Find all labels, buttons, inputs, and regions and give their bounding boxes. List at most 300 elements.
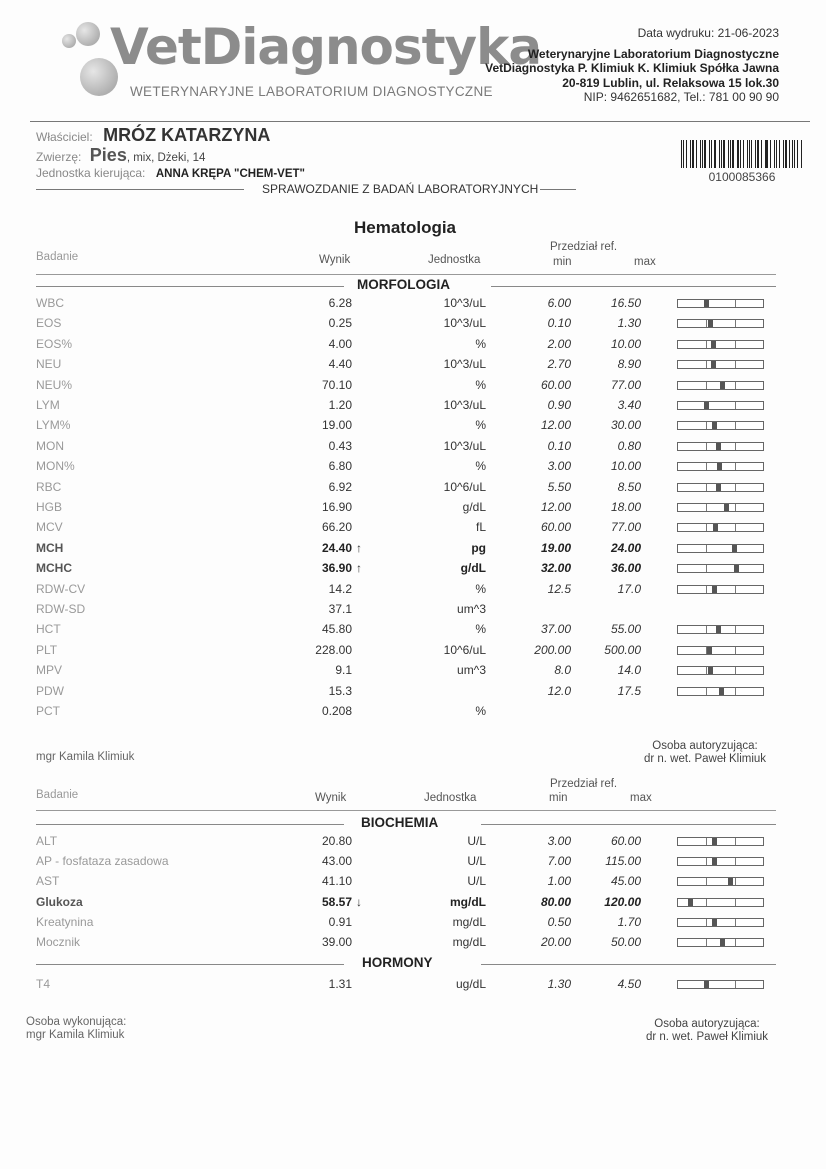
- ref-min: 0.50: [547, 914, 571, 929]
- barcode-bar: [692, 140, 694, 168]
- table-row: [36, 643, 776, 663]
- range-marker: [716, 626, 721, 633]
- table-row: [36, 895, 776, 915]
- unit: 10^6/uL: [443, 479, 486, 494]
- barcode-bar: [749, 140, 750, 168]
- ref-max: 500.00: [604, 642, 641, 657]
- range-marker: [711, 361, 716, 368]
- range-indicator: [677, 421, 764, 430]
- barcode-number: 0100085366: [708, 170, 776, 184]
- ref-min: 0.90: [547, 398, 571, 412]
- performer-name: mgr Kamila Klimiuk: [26, 1029, 125, 1041]
- barcode-bar: [721, 140, 722, 168]
- unit: 10^3/uL: [443, 438, 486, 453]
- ref-min: 8.0: [554, 663, 571, 678]
- group-title: HORMONY: [362, 955, 433, 970]
- ref-max: 60.00: [610, 834, 641, 848]
- ref-max: 120.00: [604, 894, 641, 909]
- table-row: [36, 561, 776, 581]
- ref-max: 0.80: [617, 438, 641, 453]
- unit: 10^3/uL: [443, 357, 486, 372]
- group-header-hormony: [36, 955, 776, 973]
- barcode-bar: [700, 140, 701, 168]
- range-marker: [704, 300, 709, 307]
- result-value: 9.1: [335, 663, 352, 678]
- test-name: NEU%: [36, 377, 73, 392]
- barcode-bar: [755, 140, 756, 168]
- range-marker: [724, 504, 729, 511]
- table-row: [36, 582, 776, 602]
- range-indicator: [677, 938, 764, 947]
- range-marker: [704, 402, 709, 409]
- unit: g/dL: [462, 500, 486, 514]
- ref-max: 55.00: [610, 622, 641, 637]
- range-marker: [717, 463, 722, 470]
- range-indicator: [677, 646, 764, 655]
- result-value: 41.10: [321, 874, 352, 889]
- ref-max: 50.00: [610, 935, 641, 949]
- authorizer-name: dr n. wet. Paweł Klimiuk: [643, 753, 767, 765]
- referrer-label: Jednostka kierująca:: [36, 166, 146, 180]
- range-marker: [716, 443, 721, 450]
- test-name: EOS: [36, 316, 62, 331]
- result-value: 6.92: [328, 479, 352, 494]
- unit: %: [475, 622, 486, 637]
- footer-performer: [26, 1016, 126, 1042]
- result-value: 0.208: [321, 704, 352, 718]
- test-name: PLT: [36, 642, 58, 657]
- ref-min: 12.00: [540, 500, 571, 514]
- ref-max: 4.50: [617, 977, 641, 991]
- table-row: [36, 854, 776, 874]
- ref-min: 0.10: [547, 438, 571, 453]
- table-row: [36, 704, 776, 724]
- barcode-bar: [737, 140, 739, 168]
- group-title: BIOCHEMIA: [361, 815, 439, 830]
- test-name: NEU: [36, 357, 62, 372]
- divider: [36, 810, 776, 811]
- ref-max: 1.30: [617, 316, 641, 331]
- barcode-bar: [776, 140, 777, 168]
- barcode-bar: [794, 140, 795, 168]
- result-value: 24.40: [321, 540, 352, 555]
- test-name: T4: [36, 977, 51, 991]
- unit: %: [475, 418, 486, 433]
- test-name: HCT: [36, 622, 61, 637]
- flag-arrow: ↑: [356, 561, 362, 576]
- col-header-unit: Jednostka: [428, 254, 481, 266]
- print-date: Data wydruku: 21-06-2023: [637, 26, 779, 40]
- authorizer-block: [630, 740, 780, 766]
- range-indicator: [677, 837, 764, 846]
- unit: %: [475, 336, 486, 351]
- range-marker: [713, 524, 718, 531]
- ref-max: 10.00: [610, 459, 641, 474]
- divider: [30, 121, 810, 122]
- result-value: 39.00: [321, 935, 352, 949]
- ref-max: 24.00: [610, 540, 641, 555]
- table-row: [36, 418, 776, 438]
- result-value: 43.00: [321, 854, 352, 869]
- ref-min: 60.00: [540, 377, 571, 392]
- test-name: MON%: [36, 459, 75, 474]
- range-marker: [720, 939, 725, 946]
- unit: %: [475, 704, 486, 718]
- animal-details: , mix, Dżeki, 14: [126, 152, 206, 164]
- table-row: [36, 378, 776, 398]
- range-indicator: [677, 503, 764, 512]
- ref-min: 32.00: [540, 561, 571, 576]
- result-value: 37.1: [328, 602, 352, 616]
- divider: [540, 189, 576, 190]
- table-row: [36, 459, 776, 479]
- unit: g/dL: [460, 561, 486, 576]
- ref-max: 1.70: [617, 914, 641, 929]
- flag-arrow: ↓: [356, 894, 362, 909]
- col-header-test: Badanie: [36, 789, 79, 801]
- range-marker: [688, 899, 693, 906]
- ref-max: 36.00: [610, 561, 641, 576]
- unit: U/L: [467, 874, 486, 889]
- range-indicator: [677, 340, 764, 349]
- unit: 10^3/uL: [443, 296, 486, 310]
- barcode-bar: [747, 140, 748, 168]
- group-title: MORFOLOGIA: [357, 277, 450, 292]
- ref-min: 80.00: [540, 894, 571, 909]
- table-row: [36, 439, 776, 459]
- barcode-bar: [681, 140, 682, 168]
- ref-min: 12.00: [540, 418, 571, 433]
- result-value: 0.43: [328, 438, 352, 453]
- barcode-bar: [770, 140, 771, 168]
- barcode-bar: [714, 140, 716, 168]
- lab-line: Weterynaryjne Laboratorium Diagnostyczne: [527, 46, 779, 61]
- barcode-bar: [728, 140, 729, 168]
- ref-min: 5.50: [547, 479, 571, 494]
- barcode-bar: [704, 140, 705, 168]
- owner-label: Właściciel:: [36, 130, 93, 144]
- lab-line: VetDiagnostyka P. Klimiuk K. Klimiuk Spółka Jawna: [485, 61, 779, 75]
- logo-text: VetDiagnostyka: [110, 18, 542, 76]
- unit: 10^3/uL: [443, 316, 486, 331]
- ref-min: 60.00: [540, 520, 571, 535]
- logo-subtitle: WETERYNARYJNE LABORATORIUM DIAGNOSTYCZNE: [130, 84, 493, 99]
- barcode-bar: [740, 140, 741, 168]
- barcode-bar: [732, 140, 733, 168]
- test-name: PDW: [36, 683, 64, 698]
- test-name: MCHC: [36, 561, 72, 576]
- barcode-bar: [801, 140, 802, 168]
- test-name: Kreatynina: [36, 914, 94, 929]
- result-value: 45.80: [321, 622, 352, 637]
- barcode-bar: [723, 140, 724, 168]
- test-name: MCH: [36, 540, 64, 555]
- table-row: [36, 684, 776, 704]
- barcode-bar: [779, 140, 780, 168]
- result-value: 1.20: [328, 398, 352, 412]
- range-marker: [720, 382, 725, 389]
- referrer-name: ANNA KRĘPA "CHEM-VET": [155, 168, 305, 180]
- col-header-max: max: [630, 792, 652, 804]
- table-row: [36, 915, 776, 935]
- range-indicator: [677, 319, 764, 328]
- unit: ug/dL: [455, 977, 486, 991]
- range-indicator: [677, 625, 764, 634]
- test-name: MCV: [36, 520, 63, 535]
- unit: fL: [475, 520, 486, 535]
- logo-molecule-icon: [76, 22, 100, 46]
- ref-max: 10.00: [610, 336, 641, 351]
- group-header-biochemia: [36, 815, 776, 833]
- ref-max: 14.0: [617, 663, 641, 678]
- unit: 10^6/uL: [443, 642, 486, 657]
- ref-max: 115.00: [605, 854, 641, 869]
- range-marker: [711, 341, 716, 348]
- barcode-bar: [785, 140, 786, 168]
- result-value: 6.80: [328, 459, 352, 474]
- barcode-bar: [711, 140, 712, 168]
- unit: %: [475, 377, 486, 392]
- col-header-min: min: [549, 792, 568, 804]
- range-marker: [732, 545, 737, 552]
- range-marker: [712, 422, 717, 429]
- barcode-bar: [761, 140, 762, 168]
- col-header-result: Wynik: [319, 254, 351, 266]
- barcode-bar: [709, 140, 710, 168]
- table-row: [36, 357, 776, 377]
- unit: pg: [471, 540, 486, 555]
- test-name: LYM%: [36, 418, 71, 433]
- range-marker: [719, 688, 724, 695]
- ref-max: 18.00: [610, 500, 641, 514]
- range-indicator: [677, 299, 764, 308]
- range-indicator: [677, 857, 764, 866]
- lab-line: 20-819 Lublin, ul. Relaksowa 15 lok.30: [562, 75, 779, 90]
- barcode-bar: [765, 140, 766, 168]
- barcode-bar: [766, 140, 768, 168]
- barcode-bar: [743, 140, 744, 168]
- range-marker: [734, 565, 739, 572]
- owner-line: [36, 125, 270, 146]
- result-value: 36.90: [321, 561, 352, 576]
- unit: mg/dL: [452, 935, 486, 949]
- unit: U/L: [467, 834, 486, 848]
- range-indicator: [677, 877, 764, 886]
- table-row: [36, 935, 776, 955]
- ref-min: 19.00: [540, 540, 571, 555]
- authorizer-name: dr n. wet. Paweł Klimiuk: [645, 1031, 769, 1043]
- col-header-max: max: [634, 256, 656, 268]
- range-marker: [712, 838, 717, 845]
- test-name: EOS%: [36, 336, 73, 351]
- range-indicator: [677, 687, 764, 696]
- ref-min: 12.0: [547, 683, 571, 698]
- test-name: MON: [36, 438, 64, 453]
- range-marker: [728, 878, 733, 885]
- barcode-bar: [774, 140, 775, 168]
- table-row: [36, 316, 776, 336]
- ref-max: 17.5: [617, 683, 641, 698]
- result-value: 0.25: [328, 316, 352, 331]
- animal-line: [36, 145, 205, 166]
- barcode-bar: [696, 140, 697, 168]
- ref-max: 77.00: [610, 520, 641, 535]
- ref-max: 17.0: [617, 581, 641, 596]
- unit: um^3: [457, 663, 486, 678]
- range-marker: [708, 667, 713, 674]
- unit: 10^3/uL: [443, 398, 486, 412]
- range-marker: [716, 484, 721, 491]
- ref-max: 45.00: [610, 874, 641, 889]
- range-indicator: [677, 918, 764, 927]
- section-title-hematology: Hematologia: [354, 218, 457, 237]
- result-value: 1.31: [328, 977, 352, 991]
- test-name: WBC: [36, 296, 64, 310]
- animal-species: Pies: [89, 145, 127, 165]
- ref-max: 3.40: [617, 398, 641, 412]
- result-value: 6.28: [328, 296, 352, 310]
- lab-line: NIP: 9462651682, Tel.: 781 00 90 90: [583, 90, 779, 104]
- divider: [36, 189, 244, 190]
- test-name: RBC: [36, 479, 62, 494]
- range-marker: [707, 647, 712, 654]
- result-value: 14.2: [328, 581, 352, 596]
- ref-min: 1.00: [547, 874, 571, 889]
- barcode-bar: [730, 140, 731, 168]
- col-header-min: min: [553, 256, 572, 268]
- result-value: 58.57: [321, 894, 352, 909]
- result-value: 4.40: [328, 357, 352, 372]
- range-indicator: [677, 523, 764, 532]
- ref-min: 12.5: [547, 581, 571, 596]
- test-name: AST: [36, 874, 60, 889]
- result-value: 16.90: [321, 500, 352, 514]
- table-row: [36, 296, 776, 316]
- unit: U/L: [467, 854, 486, 869]
- divider: [36, 274, 776, 275]
- animal-label: Zwierzę:: [36, 150, 82, 164]
- ref-min: 6.00: [547, 296, 571, 310]
- table-row: [36, 337, 776, 357]
- performer-label: Osoba wykonująca:: [26, 1016, 127, 1028]
- table-row: [36, 520, 776, 540]
- ref-min: 37.00: [540, 622, 571, 637]
- barcode-bar: [719, 140, 720, 168]
- ref-max: 8.50: [617, 479, 641, 494]
- ref-min: 0.10: [547, 316, 571, 331]
- table-row: [36, 480, 776, 500]
- table-row: [36, 541, 776, 561]
- result-value: 20.80: [321, 834, 352, 848]
- test-name: AP - fosfataza zasadowa: [36, 854, 169, 869]
- test-name: RDW-SD: [36, 602, 86, 616]
- col-header-unit: Jednostka: [424, 792, 477, 804]
- col-header-result: Wynik: [315, 792, 347, 804]
- authorizer-label: Osoba autoryzująca:: [652, 740, 758, 752]
- performer-name: mgr Kamila Klimiuk: [36, 751, 135, 763]
- barcode: [681, 140, 803, 168]
- unit: %: [475, 459, 486, 474]
- test-name: RDW-CV: [36, 581, 86, 596]
- barcode-bar: [792, 140, 793, 168]
- ref-max: 77.00: [610, 377, 641, 392]
- result-value: 70.10: [321, 377, 352, 392]
- ref-max: 30.00: [610, 418, 641, 433]
- test-name: Mocznik: [36, 935, 81, 949]
- group-header-morfologia: [36, 277, 776, 295]
- ref-max: 16.50: [610, 296, 641, 310]
- table-row: [36, 602, 776, 622]
- ref-min: 3.00: [547, 459, 571, 474]
- range-indicator: [677, 483, 764, 492]
- unit: mg/dL: [452, 914, 486, 929]
- range-indicator: [677, 980, 764, 989]
- barcode-bar: [797, 140, 798, 168]
- test-name: MPV: [36, 663, 63, 678]
- table-row: [36, 663, 776, 683]
- range-marker: [712, 586, 717, 593]
- table-row: [36, 834, 776, 854]
- test-name: Glukoza: [36, 894, 83, 909]
- range-marker: [712, 919, 717, 926]
- footer-authorizer: [632, 1018, 782, 1044]
- table-row: [36, 874, 776, 894]
- result-value: 15.3: [328, 683, 352, 698]
- result-value: 4.00: [328, 336, 352, 351]
- ref-max: 8.90: [617, 357, 641, 372]
- barcode-bar: [686, 140, 687, 168]
- range-indicator: [677, 462, 764, 471]
- lab-info: [485, 26, 779, 105]
- unit: um^3: [457, 602, 486, 616]
- barcode-bar: [702, 140, 703, 168]
- unit: %: [475, 581, 486, 596]
- logo-molecule-icon: [62, 34, 76, 48]
- barcode-bar: [683, 140, 684, 168]
- result-value: 228.00: [315, 642, 352, 657]
- barcode-bar: [751, 140, 752, 168]
- table-row: [36, 977, 776, 997]
- ref-min: 2.00: [547, 336, 571, 351]
- table-row: [36, 398, 776, 418]
- unit: mg/dL: [450, 894, 486, 909]
- ref-min: 20.00: [540, 935, 571, 949]
- table-row: [36, 622, 776, 642]
- result-value: 19.00: [321, 418, 352, 433]
- authorizer-label: Osoba autoryzująca:: [654, 1018, 760, 1030]
- range-indicator: [677, 442, 764, 451]
- ref-min: 1.30: [547, 977, 571, 991]
- col-header-ref-range: Przedział ref.: [550, 241, 618, 253]
- owner-name: MRÓZ KATARZYNA: [103, 125, 271, 145]
- ref-min: 2.70: [547, 357, 571, 372]
- range-indicator: [677, 666, 764, 675]
- range-indicator: [677, 585, 764, 594]
- col-header-test: Badanie: [36, 251, 79, 263]
- ref-min: 3.00: [547, 834, 571, 848]
- report-title: SPRAWOZDANIE Z BADAŃ LABORATORYJNYCH: [262, 182, 539, 196]
- range-indicator: [677, 401, 764, 410]
- range-marker: [712, 858, 717, 865]
- table-row: [36, 500, 776, 520]
- barcode-bar: [789, 140, 790, 168]
- test-name: PCT: [36, 704, 60, 718]
- barcode-bar: [783, 140, 784, 168]
- range-indicator: [677, 544, 764, 553]
- range-marker: [704, 981, 709, 988]
- test-name: HGB: [36, 500, 63, 514]
- range-indicator: [677, 898, 764, 907]
